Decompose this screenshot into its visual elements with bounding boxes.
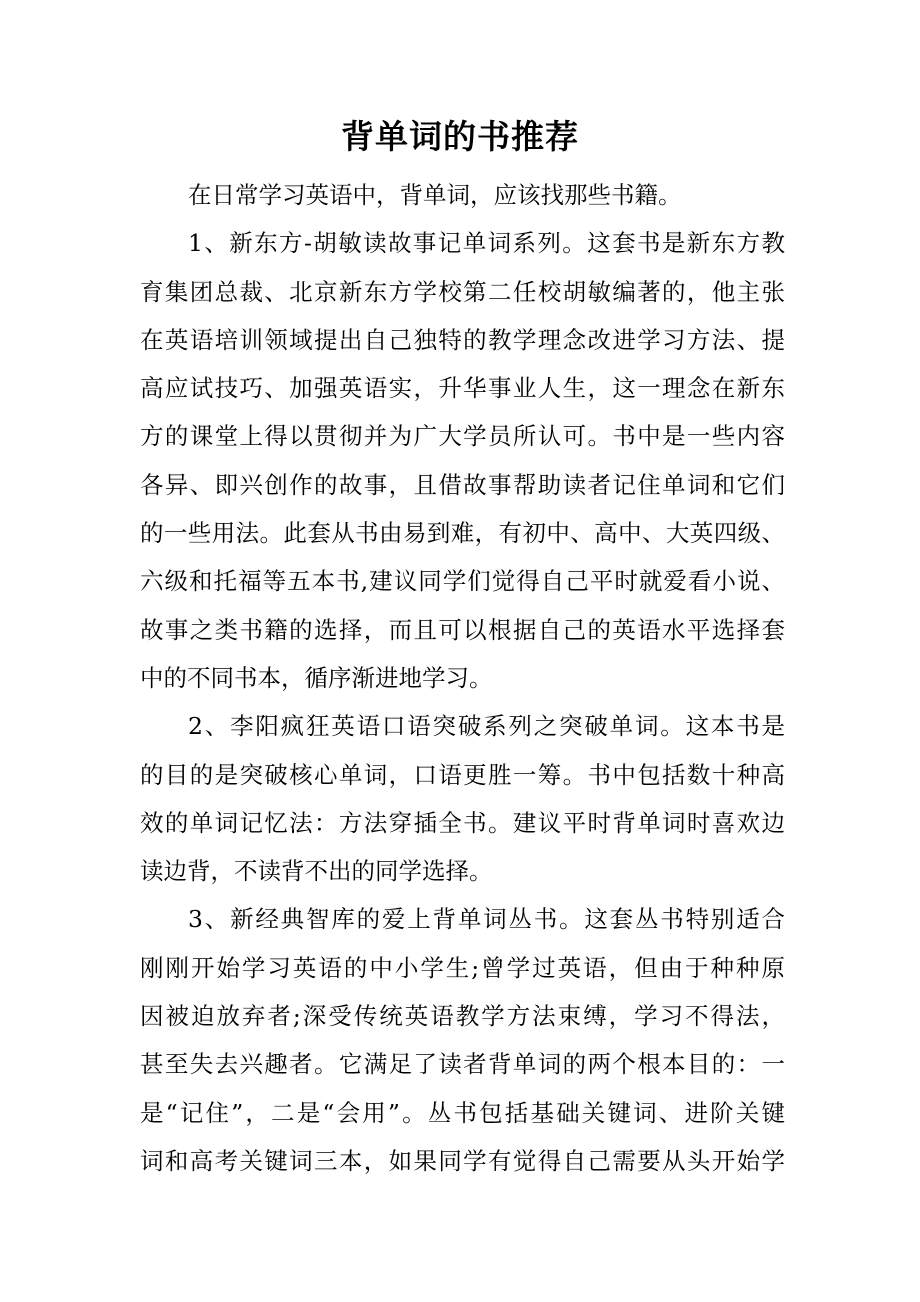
text-line: 故事之类书籍的选择，而且可以根据自己的英语水平选择套 <box>140 615 785 644</box>
paragraph-book-1 <box>140 219 785 702</box>
text-line: 1、新东方-胡敏读故事记单词系列。这套书是新东方教 <box>188 229 785 258</box>
document-title: 背单词的书推荐 <box>341 117 579 156</box>
text-line: 效的单词记忆法：方法穿插全书。建议平时背单词时喜欢边 <box>140 808 785 837</box>
text-line: 词和高考关键词三本，如果同学有觉得自己需要从头开始学 <box>140 1146 785 1175</box>
text-line: 3、新经典智库的爱上背单词丛书。这套丛书特别适合 <box>188 905 785 934</box>
text-line: 甚至失去兴趣者。它满足了读者背单词的两个根本目的：一 <box>140 1050 785 1079</box>
text-line: 读边背，不读背不出的同学选择。 <box>140 857 493 886</box>
text-line: 因被迫放弃者;深受传统英语教学方法束缚，学习不得法， <box>140 1002 785 1031</box>
text-line: 中的不同书本，循序渐进地学习。 <box>140 663 493 692</box>
text-line: 六级和托福等五本书,建议同学们觉得自己平时就爱看小说、 <box>140 567 785 596</box>
text-line: 各异、即兴创作的故事，且借故事帮助读者记住单词和它们 <box>140 470 785 499</box>
paragraph-book-3 <box>140 895 785 1185</box>
text-line: 2、李阳疯狂英语口语突破系列之突破单词。这本书是 <box>188 712 785 741</box>
text-line: 高应试技巧、加强英语实，升华事业人生，这一理念在新东 <box>140 374 785 403</box>
text-line: 方的课堂上得以贯彻并为广大学员所认可。书中是一些内容 <box>140 422 785 451</box>
text-line: 的一些用法。此套从书由易到难，有初中、高中、大英四级、 <box>140 519 785 548</box>
document-body <box>140 171 785 1185</box>
text-line: 的目的是突破核心单词，口语更胜一筹。书中包括数十种高 <box>140 760 785 789</box>
text-line: 育集团总裁、北京新东方学校第二任校胡敏编著的，他主张 <box>140 277 785 306</box>
text-line: 在日常学习英语中，背单词，应该找那些书籍。 <box>188 181 682 209</box>
text-line: 是“记住”，二是“会用”。丛书包括基础关键词、进阶关键 <box>140 1098 785 1127</box>
text-line: 在英语培训领域提出自己独特的教学理念改进学习方法、提 <box>140 325 785 354</box>
paragraph-intro <box>140 171 785 219</box>
paragraph-book-2 <box>140 702 785 895</box>
text-line: 刚刚开始学习英语的中小学生;曾学过英语，但由于种种原 <box>140 953 785 982</box>
